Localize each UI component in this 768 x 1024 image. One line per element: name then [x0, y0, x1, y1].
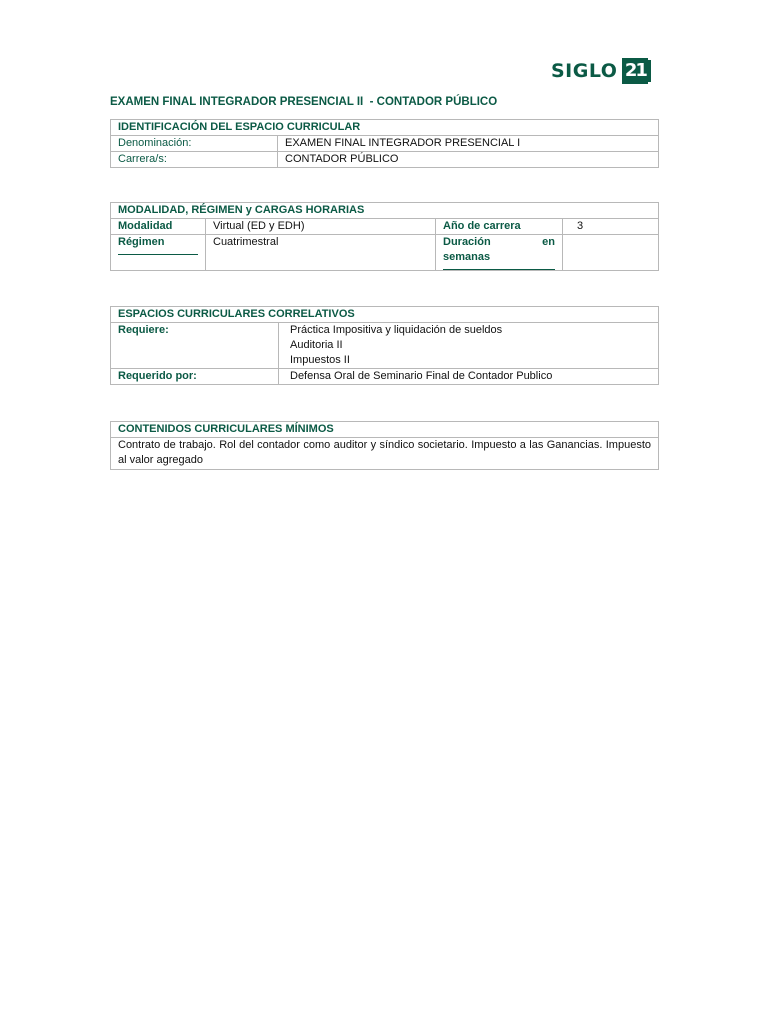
list-item: Práctica Impositiva y liquidación de sueldos — [290, 324, 503, 336]
requiere-label: Requiere: — [111, 323, 279, 369]
logo-text: SIGLO — [551, 60, 618, 82]
table-row — [111, 323, 659, 369]
list-item: Auditoria II — [290, 339, 343, 351]
identificacion-table — [110, 119, 659, 168]
identificacion-header: IDENTIFICACIÓN DEL ESPACIO CURRICULAR — [111, 120, 659, 136]
duracion-label-semanas: semanas — [443, 251, 491, 263]
table-row — [111, 438, 659, 470]
duracion-label-en: en — [542, 236, 555, 248]
contenidos-table — [110, 421, 659, 470]
document-title: EXAMEN FINAL INTEGRADOR PRESENCIAL II - CONTADOR PÚBLICO — [110, 96, 498, 108]
correlativos-table — [110, 306, 659, 385]
regimen-cell — [111, 235, 206, 271]
denominacion-value: EXAMEN FINAL INTEGRADOR PRESENCIAL I — [278, 136, 659, 152]
table-row — [111, 219, 659, 235]
duracion-value — [563, 235, 659, 271]
contenidos-text: Contrato de trabajo. Rol del contador como auditor y síndico societario. Impuesto a las Ganancias. Impuesto al valor agregado — [111, 438, 659, 470]
regimen-label: Régimen — [118, 236, 165, 248]
denominacion-label: Denominación: — [111, 136, 278, 152]
table-row — [111, 136, 659, 152]
regimen-value: Cuatrimestral — [206, 235, 436, 271]
duracion-cell — [436, 235, 563, 271]
siglo21-logo — [551, 58, 648, 84]
anio-label: Año de carrera — [436, 219, 563, 235]
requerido-label: Requerido por: — [111, 369, 279, 385]
logo-mark-text: 21 — [624, 60, 646, 81]
requiere-list — [279, 323, 659, 369]
requerido-value: Defensa Oral de Seminario Final de Contador Publico — [279, 369, 659, 385]
modalidad-label: Modalidad — [111, 219, 206, 235]
logo-mark — [622, 58, 648, 84]
duracion-underline — [443, 265, 555, 270]
modalidad-header: MODALIDAD, RÉGIMEN y CARGAS HORARIAS — [111, 203, 659, 219]
duracion-label: Duración — [443, 236, 491, 248]
list-item: Impuestos II — [290, 354, 350, 366]
contenidos-header: CONTENIDOS CURRICULARES MÍNIMOS — [111, 422, 659, 438]
correlativos-header: ESPACIOS CURRICULARES CORRELATIVOS — [111, 307, 659, 323]
table-row — [111, 369, 659, 385]
table-row — [111, 235, 659, 271]
anio-value: 3 — [563, 219, 659, 235]
regimen-underline — [118, 250, 198, 255]
table-row — [111, 152, 659, 168]
modalidad-table — [110, 202, 659, 271]
carrera-value: CONTADOR PÚBLICO — [278, 152, 659, 168]
modalidad-value: Virtual (ED y EDH) — [206, 219, 436, 235]
carrera-label: Carrera/s: — [111, 152, 278, 168]
